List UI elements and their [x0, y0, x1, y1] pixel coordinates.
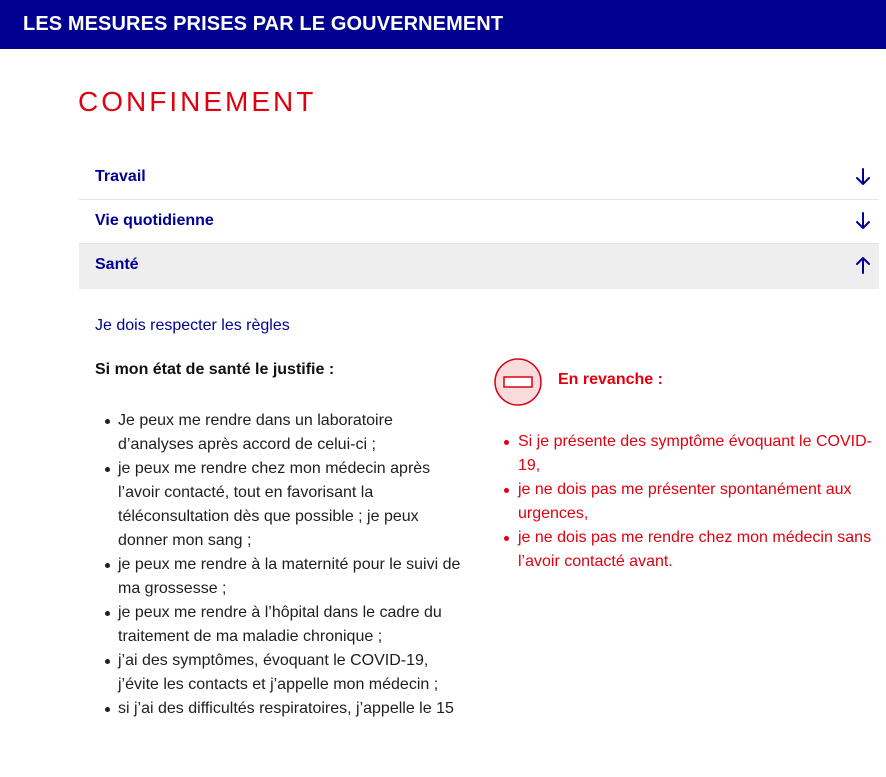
forbidden-list [502, 430, 872, 574]
list-item: je ne dois pas me présenter spontanément aux urgences, [502, 478, 872, 526]
section-title: CONFINEMENT [78, 86, 317, 117]
list-item: Si je présente des symptôme évoquant le COVID-19, [502, 430, 872, 478]
list-item: si j’ai des difficultés respiratoires, j’appelle le 15 [95, 697, 470, 721]
banner-title: LES MESURES PRISES PAR LE GOUVERNEMENT [23, 13, 504, 35]
accordion-item-sante[interactable] [79, 244, 879, 289]
rules-link[interactable]: Je dois respecter les règles [95, 317, 290, 334]
allowed-heading: Si mon état de santé le justifie : [95, 361, 335, 378]
list-item: Je peux me rendre dans un laboratoire d’analyses après accord de celui-ci ; [95, 409, 470, 457]
accordion-label: Santé [95, 256, 139, 273]
list-item: j’ai des symptômes, évoquant le COVID-19, j’évite les contacts et j’appelle mon médecin ; [95, 649, 470, 697]
list-item: je peux me rendre à la maternité pour le suivi de ma grossesse ; [95, 553, 470, 601]
accordion-item-vie-quotidienne[interactable] [79, 200, 879, 244]
arrow-down-icon [855, 211, 871, 231]
allowed-column [95, 361, 470, 721]
list-item: je peux me rendre à l’hôpital dans le cadre du traitement de ma maladie chronique ; [95, 601, 470, 649]
accordion [79, 156, 879, 289]
arrow-up-icon [855, 255, 871, 275]
arrow-down-icon [855, 167, 871, 187]
accordion-label: Vie quotidienne [95, 212, 214, 229]
allowed-list [95, 409, 470, 721]
list-item: je ne dois pas me rendre chez mon médecin sans l’avoir contacté avant. [502, 526, 872, 574]
accordion-item-travail[interactable] [79, 156, 879, 200]
forbidden-heading: En revanche : [558, 371, 663, 388]
no-entry-icon [493, 357, 543, 407]
top-banner [0, 0, 886, 49]
list-item: je peux me rendre chez mon médecin après l’avoir contacté, tout en favorisant la téléconsultation dès que possible ; je peux donner mon sang ; [95, 457, 470, 553]
accordion-label: Travail [95, 168, 146, 185]
